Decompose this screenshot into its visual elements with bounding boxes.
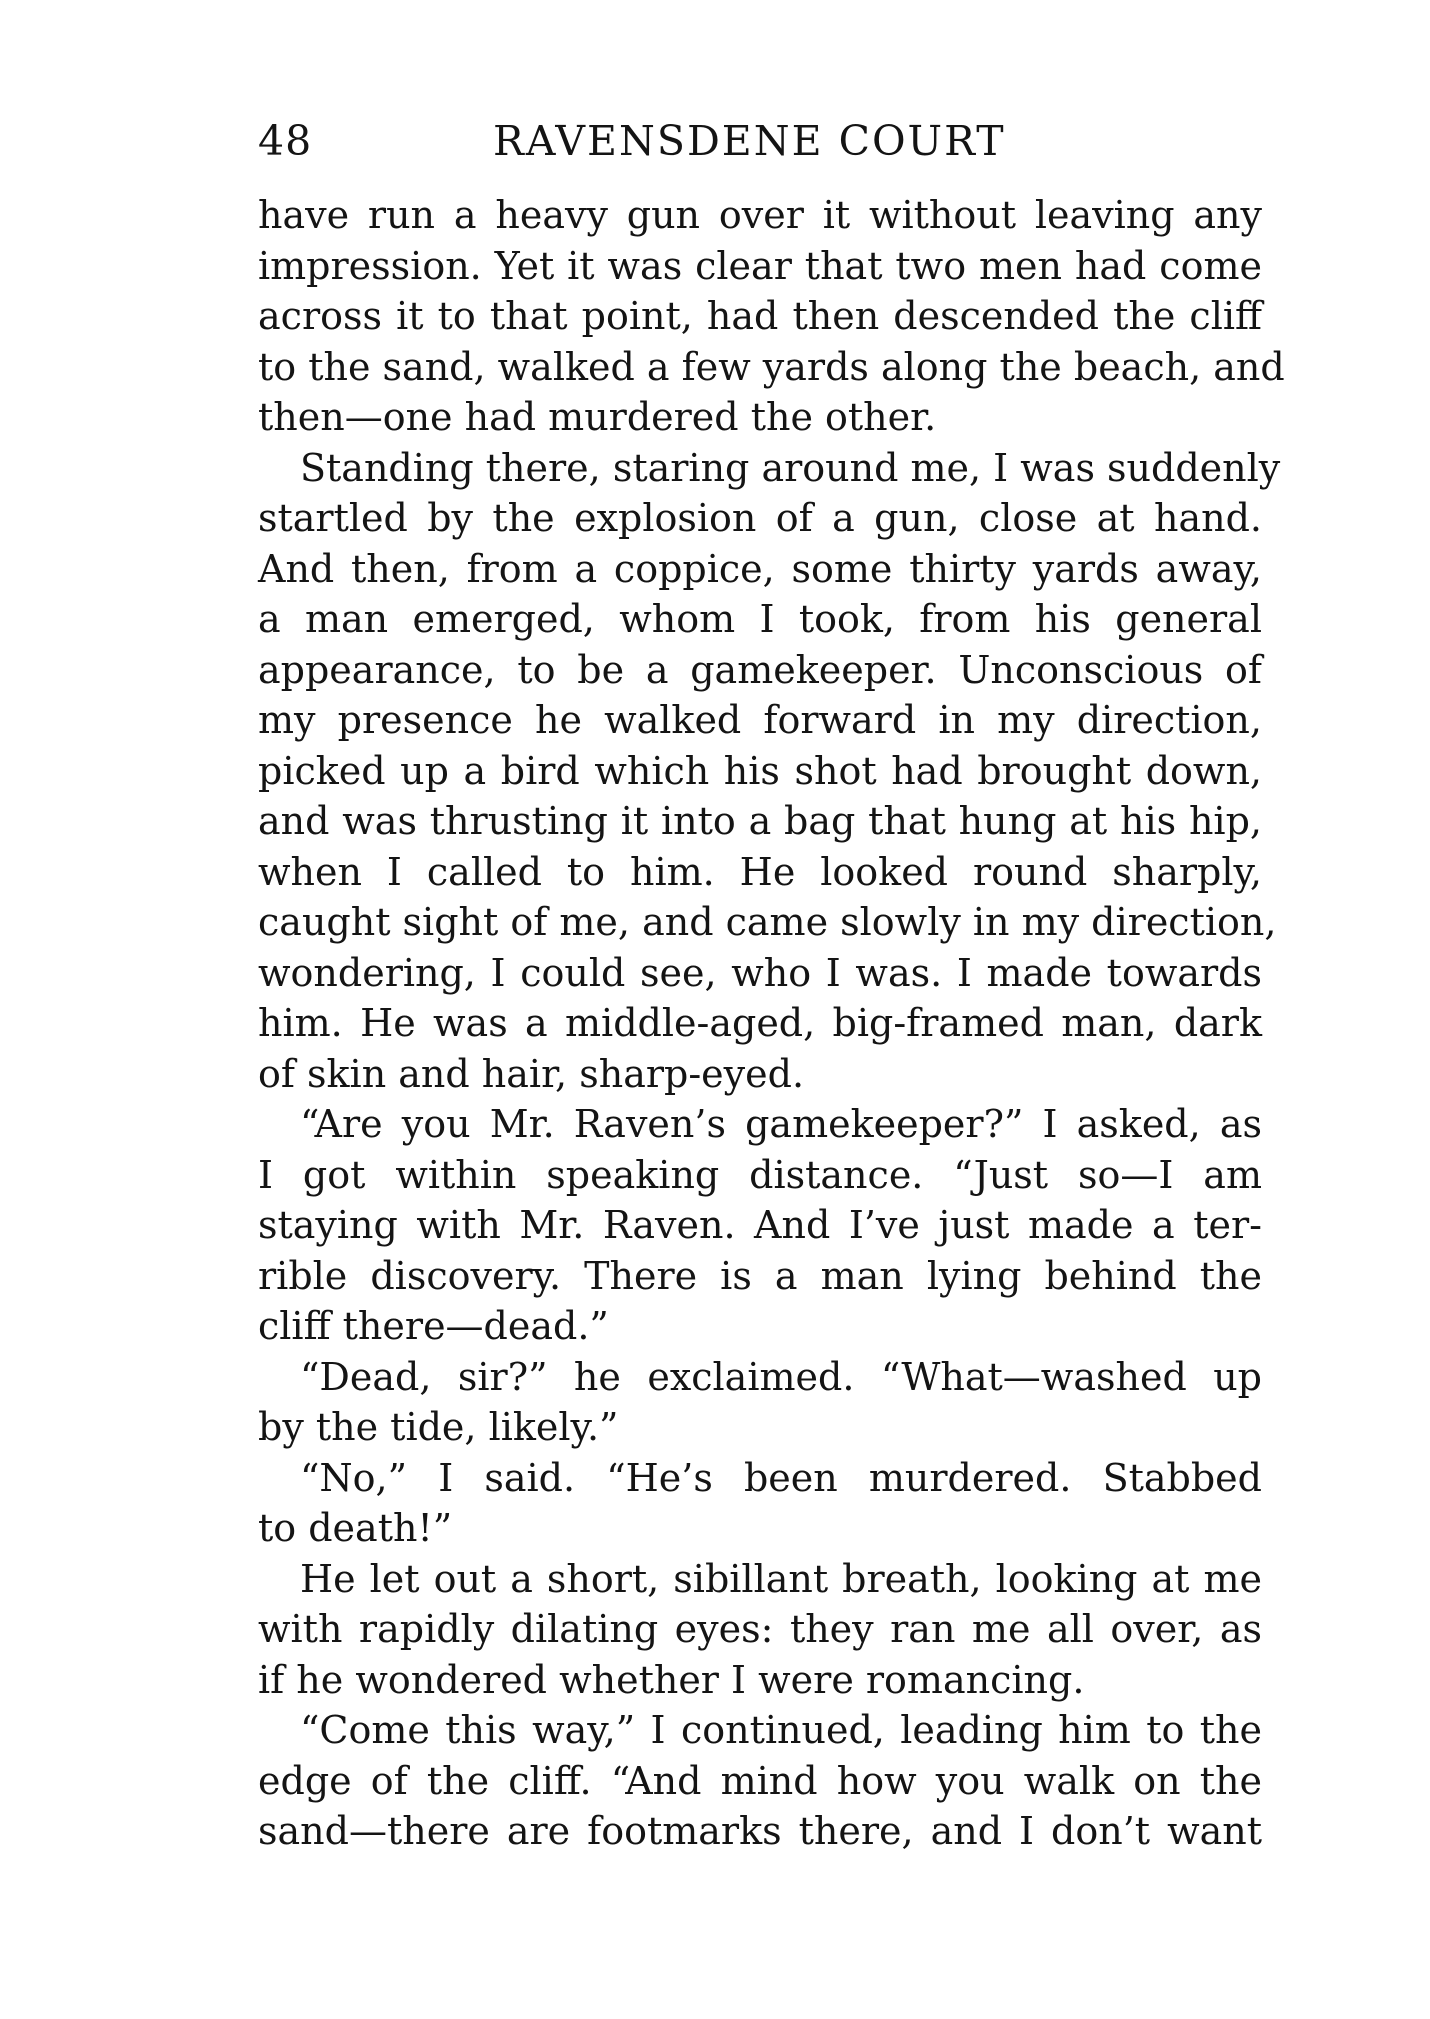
text-line: my presence he walked forward in my direction, — [258, 698, 1262, 742]
text-line: edge of the cliff. “And mind how you walk on the — [258, 1758, 1262, 1803]
text-line: appearance, to be a gamekeeper. Unconscious of — [258, 647, 1262, 692]
text-line: I got within speaking distance. “Just so—I am — [258, 1152, 1262, 1197]
text-line: to death!” — [258, 1506, 453, 1550]
text-line: with rapidly dilating eyes: they ran me all over, as — [258, 1607, 1262, 1651]
running-head — [258, 112, 1262, 170]
body-text — [258, 190, 1285, 1857]
page-number: 48 — [258, 117, 313, 165]
text-line: “Are you Mr. Raven’s gamekeeper?” I asked, as — [300, 1102, 1262, 1146]
text-line: “Dead, sir?” he exclaimed. “What—washed up — [300, 1354, 1262, 1399]
text-line: wondering, I could see, who I was. I made towards — [258, 950, 1262, 995]
text-line: sand—there are footmarks there, and I don’t want — [258, 1809, 1262, 1853]
text-line: across it to that point, had then descended the cliff — [258, 294, 1262, 338]
text-line: have run a heavy gun over it without leaving any — [258, 193, 1262, 237]
text-line: by the tide, likely.” — [258, 1405, 619, 1449]
text-line: picked up a bird which his shot had brought down, — [258, 748, 1262, 793]
text-line: startled by the explosion of a gun, close at hand. — [258, 496, 1262, 540]
text-line: a man emerged, whom I took, from his general — [258, 597, 1262, 641]
text-line: impression. Yet it was clear that two men had come — [258, 243, 1262, 288]
text-line: and was thrusting it into a bag that hung at his hip, — [258, 799, 1262, 843]
book-page — [258, 112, 1285, 1857]
text-line: cliff there—dead.” — [258, 1304, 609, 1348]
text-line: Standing there, staring around me, I was suddenly — [300, 445, 1281, 490]
running-title: RAVENSDENE COURT — [493, 117, 1006, 165]
text-line: caught sight of me, and came slowly in my direction, — [258, 900, 1277, 944]
text-line: when I called to him. He looked round sharply, — [258, 849, 1262, 894]
text-line: him. He was a middle-aged, big-framed man, dark — [258, 1001, 1262, 1045]
text-line: staying with Mr. Raven. And I’ve just made a ter- — [258, 1203, 1262, 1247]
text-line: to the sand, walked a few yards along the beach, and — [258, 344, 1285, 389]
text-line: And then, from a coppice, some thirty yards away, — [258, 546, 1262, 591]
text-line: “Come this way,” I continued, leading him to the — [300, 1708, 1262, 1752]
text-line: of skin and hair, sharp-eyed. — [258, 1051, 805, 1096]
text-line: then—one had murdered the other. — [258, 395, 937, 439]
text-line: if he wondered whether I were romancing. — [258, 1657, 1085, 1702]
text-line: He let out a short, sibillant breath, looking at me — [300, 1556, 1262, 1601]
text-line: rible discovery. There is a man lying behind the — [258, 1253, 1262, 1298]
text-line: “No,” I said. “He’s been murdered. Stabbed — [300, 1455, 1262, 1500]
